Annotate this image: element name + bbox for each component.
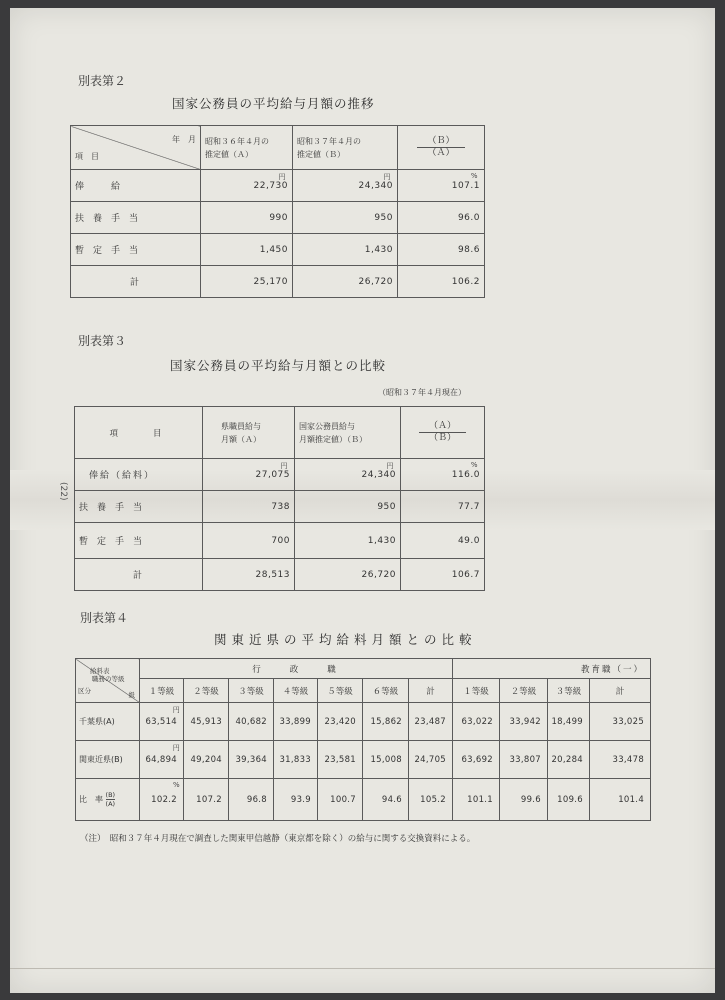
table4-value: 99.6 bbox=[500, 779, 548, 821]
table4-value: 63,514 bbox=[145, 716, 177, 727]
table2-corner-top: 年 月 bbox=[172, 134, 196, 144]
table3-value-b: 26,720 bbox=[295, 559, 401, 591]
table3-value-a: 27,075 bbox=[255, 469, 290, 480]
table-row bbox=[71, 170, 485, 202]
table4 bbox=[75, 658, 651, 821]
table-row bbox=[76, 703, 651, 741]
table3-ratio-bottom: （Ｂ） bbox=[428, 433, 456, 443]
table4-group-gyosei: 行 政 職 bbox=[140, 659, 453, 679]
table-row bbox=[75, 523, 485, 559]
percent-unit: % bbox=[173, 781, 180, 789]
table4-value: 94.6 bbox=[363, 779, 409, 821]
table4-value: 33,807 bbox=[500, 741, 548, 779]
percent-unit: % bbox=[470, 172, 478, 180]
table4-value: 102.2 bbox=[151, 794, 177, 805]
table2-corner bbox=[71, 126, 201, 170]
grade-header: ２等級 bbox=[184, 679, 229, 703]
table-row bbox=[75, 559, 485, 591]
table2-value-a: 25,170 bbox=[201, 266, 293, 298]
table2-value-a: 1,450 bbox=[201, 234, 293, 266]
table2-cell-b bbox=[293, 170, 398, 202]
table3-value-ratio: 116.0 bbox=[451, 469, 480, 480]
table2-col-a-header bbox=[201, 126, 293, 170]
table4-corner bbox=[76, 659, 140, 703]
table2-col-a-line1: 昭和３６年４月の bbox=[205, 136, 269, 146]
table3-row-item: 俸給（給料） bbox=[75, 459, 203, 491]
table3-corner: 項 目 bbox=[75, 407, 203, 459]
table2-value-a: 22,730 bbox=[253, 180, 288, 191]
table3-col-b-line2: 月額推定値）（Ｂ） bbox=[299, 434, 367, 444]
fraction-top: (B) bbox=[105, 791, 116, 799]
table2-col-b-line2: 推定値（Ｂ） bbox=[297, 149, 345, 159]
table2-ratio-top: （Ｂ） bbox=[417, 136, 464, 148]
table4-value: 23,581 bbox=[318, 741, 363, 779]
table-row bbox=[71, 234, 485, 266]
table3-value-b: 950 bbox=[295, 491, 401, 523]
table4-value: 64,894 bbox=[145, 754, 177, 765]
table3-note: （昭和３７年４月現在） bbox=[378, 388, 466, 397]
table4-label: 別表第４ bbox=[80, 611, 129, 625]
grade-header: ４等級 bbox=[274, 679, 318, 703]
grade-header: ３等級 bbox=[229, 679, 274, 703]
table2-col-a-line2: 推定値（Ａ） bbox=[205, 149, 253, 159]
table4-value: 109.6 bbox=[548, 779, 590, 821]
table2-value-b: 1,430 bbox=[293, 234, 398, 266]
table3-row-total: 計 bbox=[75, 559, 203, 591]
table4-value: 101.1 bbox=[453, 779, 500, 821]
table2-label: 別表第２ bbox=[78, 74, 127, 88]
table3-col-a-line1: 県職員給与 bbox=[221, 421, 261, 431]
yen-unit: 円 bbox=[386, 462, 394, 470]
table3-ratio-top: （Ａ） bbox=[419, 421, 466, 433]
table4-value: 96.8 bbox=[229, 779, 274, 821]
table4-value: 15,008 bbox=[363, 741, 409, 779]
table4-cell bbox=[140, 779, 184, 821]
grade-header: 計 bbox=[590, 679, 651, 703]
table2-value-ratio: 98.6 bbox=[398, 234, 485, 266]
table3-cell-a bbox=[203, 459, 295, 491]
table4-corner-mid: 職務の等級 bbox=[92, 674, 125, 683]
grade-header: １等級 bbox=[453, 679, 500, 703]
table4-value: 18,499 bbox=[548, 703, 590, 741]
yen-unit: 円 bbox=[280, 462, 288, 470]
grade-header: ５等級 bbox=[318, 679, 363, 703]
table4-value: 33,899 bbox=[274, 703, 318, 741]
table-row bbox=[75, 491, 485, 523]
table3-title: 国家公務員の平均給与月額との比較 bbox=[170, 358, 387, 373]
table4-value: 93.9 bbox=[274, 779, 318, 821]
grade-header: ６等級 bbox=[363, 679, 409, 703]
table2-col-b-line1: 昭和３７年４月の bbox=[297, 136, 361, 146]
table3-value-a: 700 bbox=[203, 523, 295, 559]
table3-cell-b bbox=[295, 459, 401, 491]
table4-value: 101.4 bbox=[590, 779, 651, 821]
table4-value: 20,284 bbox=[548, 741, 590, 779]
table2-row-total: 計 bbox=[71, 266, 201, 298]
table3-value-a: 738 bbox=[203, 491, 295, 523]
table4-row-label: 千葉県(A) bbox=[76, 703, 140, 741]
table3-value-b: 1,430 bbox=[295, 523, 401, 559]
table4-value: 45,913 bbox=[184, 703, 229, 741]
table3-ratio-header bbox=[401, 407, 485, 459]
table2-cell-ratio bbox=[398, 170, 485, 202]
table4-value: 15,862 bbox=[363, 703, 409, 741]
table2-col-b-header bbox=[293, 126, 398, 170]
table4-ratio-fraction bbox=[106, 791, 116, 808]
table4-value: 23,487 bbox=[409, 703, 453, 741]
table4-row-label: 比 率 bbox=[79, 795, 103, 804]
table4-value: 33,025 bbox=[590, 703, 651, 741]
table3-cell-ratio bbox=[401, 459, 485, 491]
yen-unit: 円 bbox=[278, 173, 286, 181]
table2-row-item: 扶養手当 bbox=[71, 202, 201, 234]
table4-ratio-label bbox=[76, 779, 140, 821]
table-row bbox=[75, 459, 485, 491]
table4-value: 33,942 bbox=[500, 703, 548, 741]
table2-row-item: 暫定手当 bbox=[71, 234, 201, 266]
table4-group-kyoiku: 教育職（一） bbox=[453, 659, 651, 679]
grade-header: ３等級 bbox=[548, 679, 590, 703]
paper-edge bbox=[10, 968, 715, 969]
fraction-bottom: (A) bbox=[105, 800, 116, 808]
table4-value: 63,692 bbox=[453, 741, 500, 779]
table4-value: 63,022 bbox=[453, 703, 500, 741]
grade-header: ２等級 bbox=[500, 679, 548, 703]
table4-cell bbox=[140, 703, 184, 741]
table3-col-b-line1: 国家公務員給与 bbox=[299, 421, 355, 431]
table2-value-ratio: 96.0 bbox=[398, 202, 485, 234]
table-row bbox=[76, 741, 651, 779]
table2-corner-bottom: 項 目 bbox=[75, 151, 99, 161]
table2-value-ratio: 107.1 bbox=[451, 180, 480, 191]
table4-title: 関東近県の平均給料月額との比較 bbox=[214, 632, 477, 647]
table4-value: 23,420 bbox=[318, 703, 363, 741]
table2-cell-a bbox=[201, 170, 293, 202]
page-number: (22) bbox=[58, 482, 68, 501]
table3-label: 別表第３ bbox=[78, 334, 127, 348]
table4-value: 100.7 bbox=[318, 779, 363, 821]
table2-title: 国家公務員の平均給与月額の推移 bbox=[172, 96, 375, 111]
table2-value-ratio: 106.2 bbox=[398, 266, 485, 298]
table4-value: 24,705 bbox=[409, 741, 453, 779]
table3-value-ratio: 77.7 bbox=[401, 491, 485, 523]
table-row bbox=[76, 779, 651, 821]
table2-value-b: 950 bbox=[293, 202, 398, 234]
table3-value-ratio: 49.0 bbox=[401, 523, 485, 559]
table4-value: 31,833 bbox=[274, 741, 318, 779]
table2-value-b: 26,720 bbox=[293, 266, 398, 298]
percent-unit: % bbox=[470, 461, 478, 469]
table4-corner-right: 級 bbox=[128, 691, 135, 699]
table2-value-a: 990 bbox=[201, 202, 293, 234]
grade-header: 計 bbox=[409, 679, 453, 703]
table4-corner-top: 給料表 bbox=[90, 666, 110, 675]
table3-col-b-header bbox=[295, 407, 401, 459]
table4-value: 49,204 bbox=[184, 741, 229, 779]
table3-value-b: 24,340 bbox=[361, 469, 396, 480]
table4-value: 105.2 bbox=[409, 779, 453, 821]
table-row bbox=[71, 266, 485, 298]
table3-row-item: 扶養手当 bbox=[75, 491, 203, 523]
table4-footnote: （注） 昭和３７年４月現在で調査した関東甲信越静（東京都を除く）の給与に関する交換資料による。 bbox=[80, 834, 476, 844]
table2-ratio-header bbox=[398, 126, 485, 170]
table3-col-a-line2: 月額（Ａ） bbox=[221, 434, 261, 444]
yen-unit: 円 bbox=[172, 744, 180, 752]
table4-value: 107.2 bbox=[184, 779, 229, 821]
table4-row-label: 関東近県(B) bbox=[76, 741, 140, 779]
table2-row-item: 俸 給 bbox=[71, 170, 201, 202]
yen-unit: 円 bbox=[172, 706, 180, 714]
table3-value-a: 28,513 bbox=[203, 559, 295, 591]
table4-corner-bottom: 区分 bbox=[78, 686, 91, 695]
table-row bbox=[71, 202, 485, 234]
table4-grade-row bbox=[76, 679, 651, 703]
table3 bbox=[74, 406, 485, 591]
table4-value: 40,682 bbox=[229, 703, 274, 741]
table2 bbox=[70, 125, 485, 298]
table4-cell bbox=[140, 741, 184, 779]
table3-value-ratio: 106.7 bbox=[401, 559, 485, 591]
table2-value-b: 24,340 bbox=[358, 180, 393, 191]
grade-header: １等級 bbox=[140, 679, 184, 703]
table4-value: 33,478 bbox=[590, 741, 651, 779]
yen-unit: 円 bbox=[383, 173, 391, 181]
table3-row-item: 暫定手当 bbox=[75, 523, 203, 559]
table3-col-a-header bbox=[203, 407, 295, 459]
table4-value: 39,364 bbox=[229, 741, 274, 779]
table2-ratio-bottom: （Ａ） bbox=[427, 148, 455, 158]
